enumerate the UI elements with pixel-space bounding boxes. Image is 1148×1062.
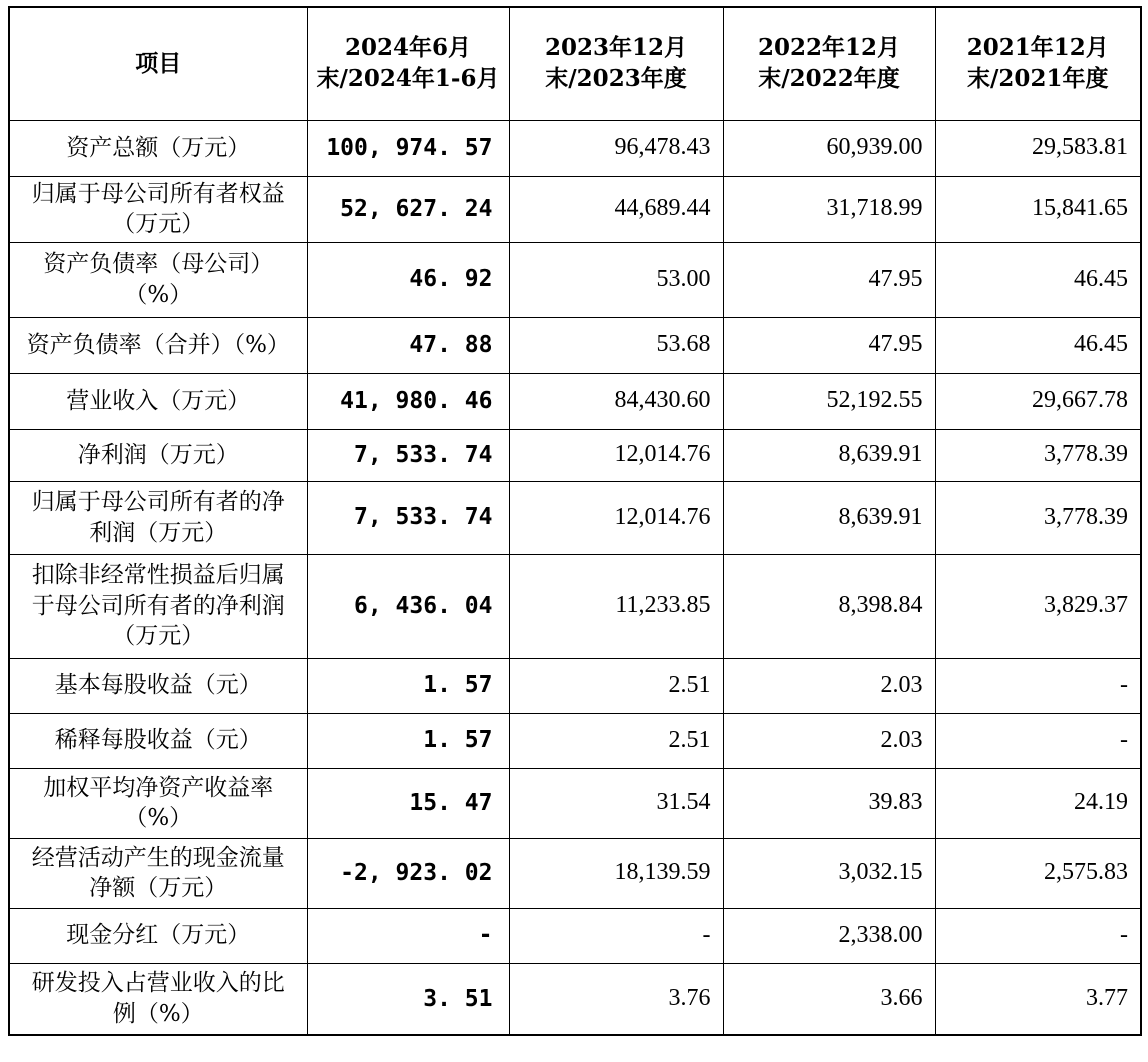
row-label: 稀释每股收益（元） — [9, 713, 307, 768]
value-2022: 3,032.15 — [723, 838, 935, 908]
value-2024h1: 6, 436. 04 — [307, 554, 509, 658]
value-2023: 12,014.76 — [509, 429, 723, 481]
value-2021: 29,583.81 — [935, 120, 1141, 176]
table-row — [9, 713, 1141, 768]
value-2023: 11,233.85 — [509, 554, 723, 658]
row-label: 加权平均净资产收益率（%） — [9, 768, 307, 838]
value-2023: - — [509, 908, 723, 963]
value-2021: 46.45 — [935, 317, 1141, 373]
table-row — [9, 242, 1141, 317]
value-2022: 2,338.00 — [723, 908, 935, 963]
value-2024h1: 1. 57 — [307, 713, 509, 768]
row-label: 归属于母公司所有者权益（万元） — [9, 176, 307, 242]
value-2021: 3,829.37 — [935, 554, 1141, 658]
value-2021: 2,575.83 — [935, 838, 1141, 908]
value-2021: 3,778.39 — [935, 429, 1141, 481]
value-2021: - — [935, 713, 1141, 768]
table-row — [9, 120, 1141, 176]
row-label: 现金分红（万元） — [9, 908, 307, 963]
header-2023: 2023年12月末/2023年度 — [509, 7, 723, 120]
row-label: 经营活动产生的现金流量净额（万元） — [9, 838, 307, 908]
table-row — [9, 838, 1141, 908]
value-2022: 2.03 — [723, 658, 935, 713]
value-2021: 3.77 — [935, 963, 1141, 1035]
table-row — [9, 658, 1141, 713]
value-2022: 8,398.84 — [723, 554, 935, 658]
value-2023: 2.51 — [509, 658, 723, 713]
value-2022: 31,718.99 — [723, 176, 935, 242]
row-label: 扣除非经常性损益后归属于母公司所有者的净利润（万元） — [9, 554, 307, 658]
value-2024h1: 41, 980. 46 — [307, 373, 509, 429]
value-2022: 39.83 — [723, 768, 935, 838]
row-label: 资产总额（万元） — [9, 120, 307, 176]
table-header-row — [9, 7, 1141, 120]
value-2021: 46.45 — [935, 242, 1141, 317]
table-row — [9, 429, 1141, 481]
row-label: 净利润（万元） — [9, 429, 307, 481]
value-2021: 24.19 — [935, 768, 1141, 838]
table-row — [9, 768, 1141, 838]
value-2023: 44,689.44 — [509, 176, 723, 242]
row-label: 研发投入占营业收入的比例（%） — [9, 963, 307, 1035]
value-2024h1: 1. 57 — [307, 658, 509, 713]
value-2023: 31.54 — [509, 768, 723, 838]
value-2024h1: 7, 533. 74 — [307, 429, 509, 481]
value-2023: 53.68 — [509, 317, 723, 373]
table-row — [9, 373, 1141, 429]
value-2024h1: 47. 88 — [307, 317, 509, 373]
table-row — [9, 963, 1141, 1035]
value-2021: - — [935, 908, 1141, 963]
value-2022: 8,639.91 — [723, 429, 935, 481]
value-2024h1: 52, 627. 24 — [307, 176, 509, 242]
header-item: 项目 — [9, 7, 307, 120]
value-2023: 12,014.76 — [509, 481, 723, 554]
value-2022: 47.95 — [723, 242, 935, 317]
table-row — [9, 908, 1141, 963]
value-2022: 2.03 — [723, 713, 935, 768]
header-2024h1: 2024年6月末/2024年1-6月 — [307, 7, 509, 120]
value-2024h1: 46. 92 — [307, 242, 509, 317]
value-2022: 3.66 — [723, 963, 935, 1035]
row-label: 归属于母公司所有者的净利润（万元） — [9, 481, 307, 554]
header-2022: 2022年12月末/2022年度 — [723, 7, 935, 120]
value-2023: 18,139.59 — [509, 838, 723, 908]
row-label: 资产负债率（母公司）（%） — [9, 242, 307, 317]
table-row — [9, 317, 1141, 373]
value-2023: 53.00 — [509, 242, 723, 317]
value-2023: 96,478.43 — [509, 120, 723, 176]
financial-data-table — [8, 6, 1142, 1036]
value-2023: 84,430.60 — [509, 373, 723, 429]
value-2022: 60,939.00 — [723, 120, 935, 176]
table-row — [9, 176, 1141, 242]
row-label: 营业收入（万元） — [9, 373, 307, 429]
value-2024h1: - — [307, 908, 509, 963]
value-2023: 3.76 — [509, 963, 723, 1035]
row-label: 资产负债率（合并）（%） — [9, 317, 307, 373]
value-2021: 3,778.39 — [935, 481, 1141, 554]
header-2021: 2021年12月末/2021年度 — [935, 7, 1141, 120]
value-2024h1: 100, 974. 57 — [307, 120, 509, 176]
document-page — [8, 6, 1142, 1036]
value-2021: 29,667.78 — [935, 373, 1141, 429]
value-2022: 52,192.55 — [723, 373, 935, 429]
value-2024h1: 3. 51 — [307, 963, 509, 1035]
value-2021: - — [935, 658, 1141, 713]
table-row — [9, 554, 1141, 658]
value-2022: 47.95 — [723, 317, 935, 373]
value-2024h1: -2, 923. 02 — [307, 838, 509, 908]
value-2022: 8,639.91 — [723, 481, 935, 554]
value-2024h1: 15. 47 — [307, 768, 509, 838]
row-label: 基本每股收益（元） — [9, 658, 307, 713]
value-2021: 15,841.65 — [935, 176, 1141, 242]
value-2023: 2.51 — [509, 713, 723, 768]
table-row — [9, 481, 1141, 554]
value-2024h1: 7, 533. 74 — [307, 481, 509, 554]
